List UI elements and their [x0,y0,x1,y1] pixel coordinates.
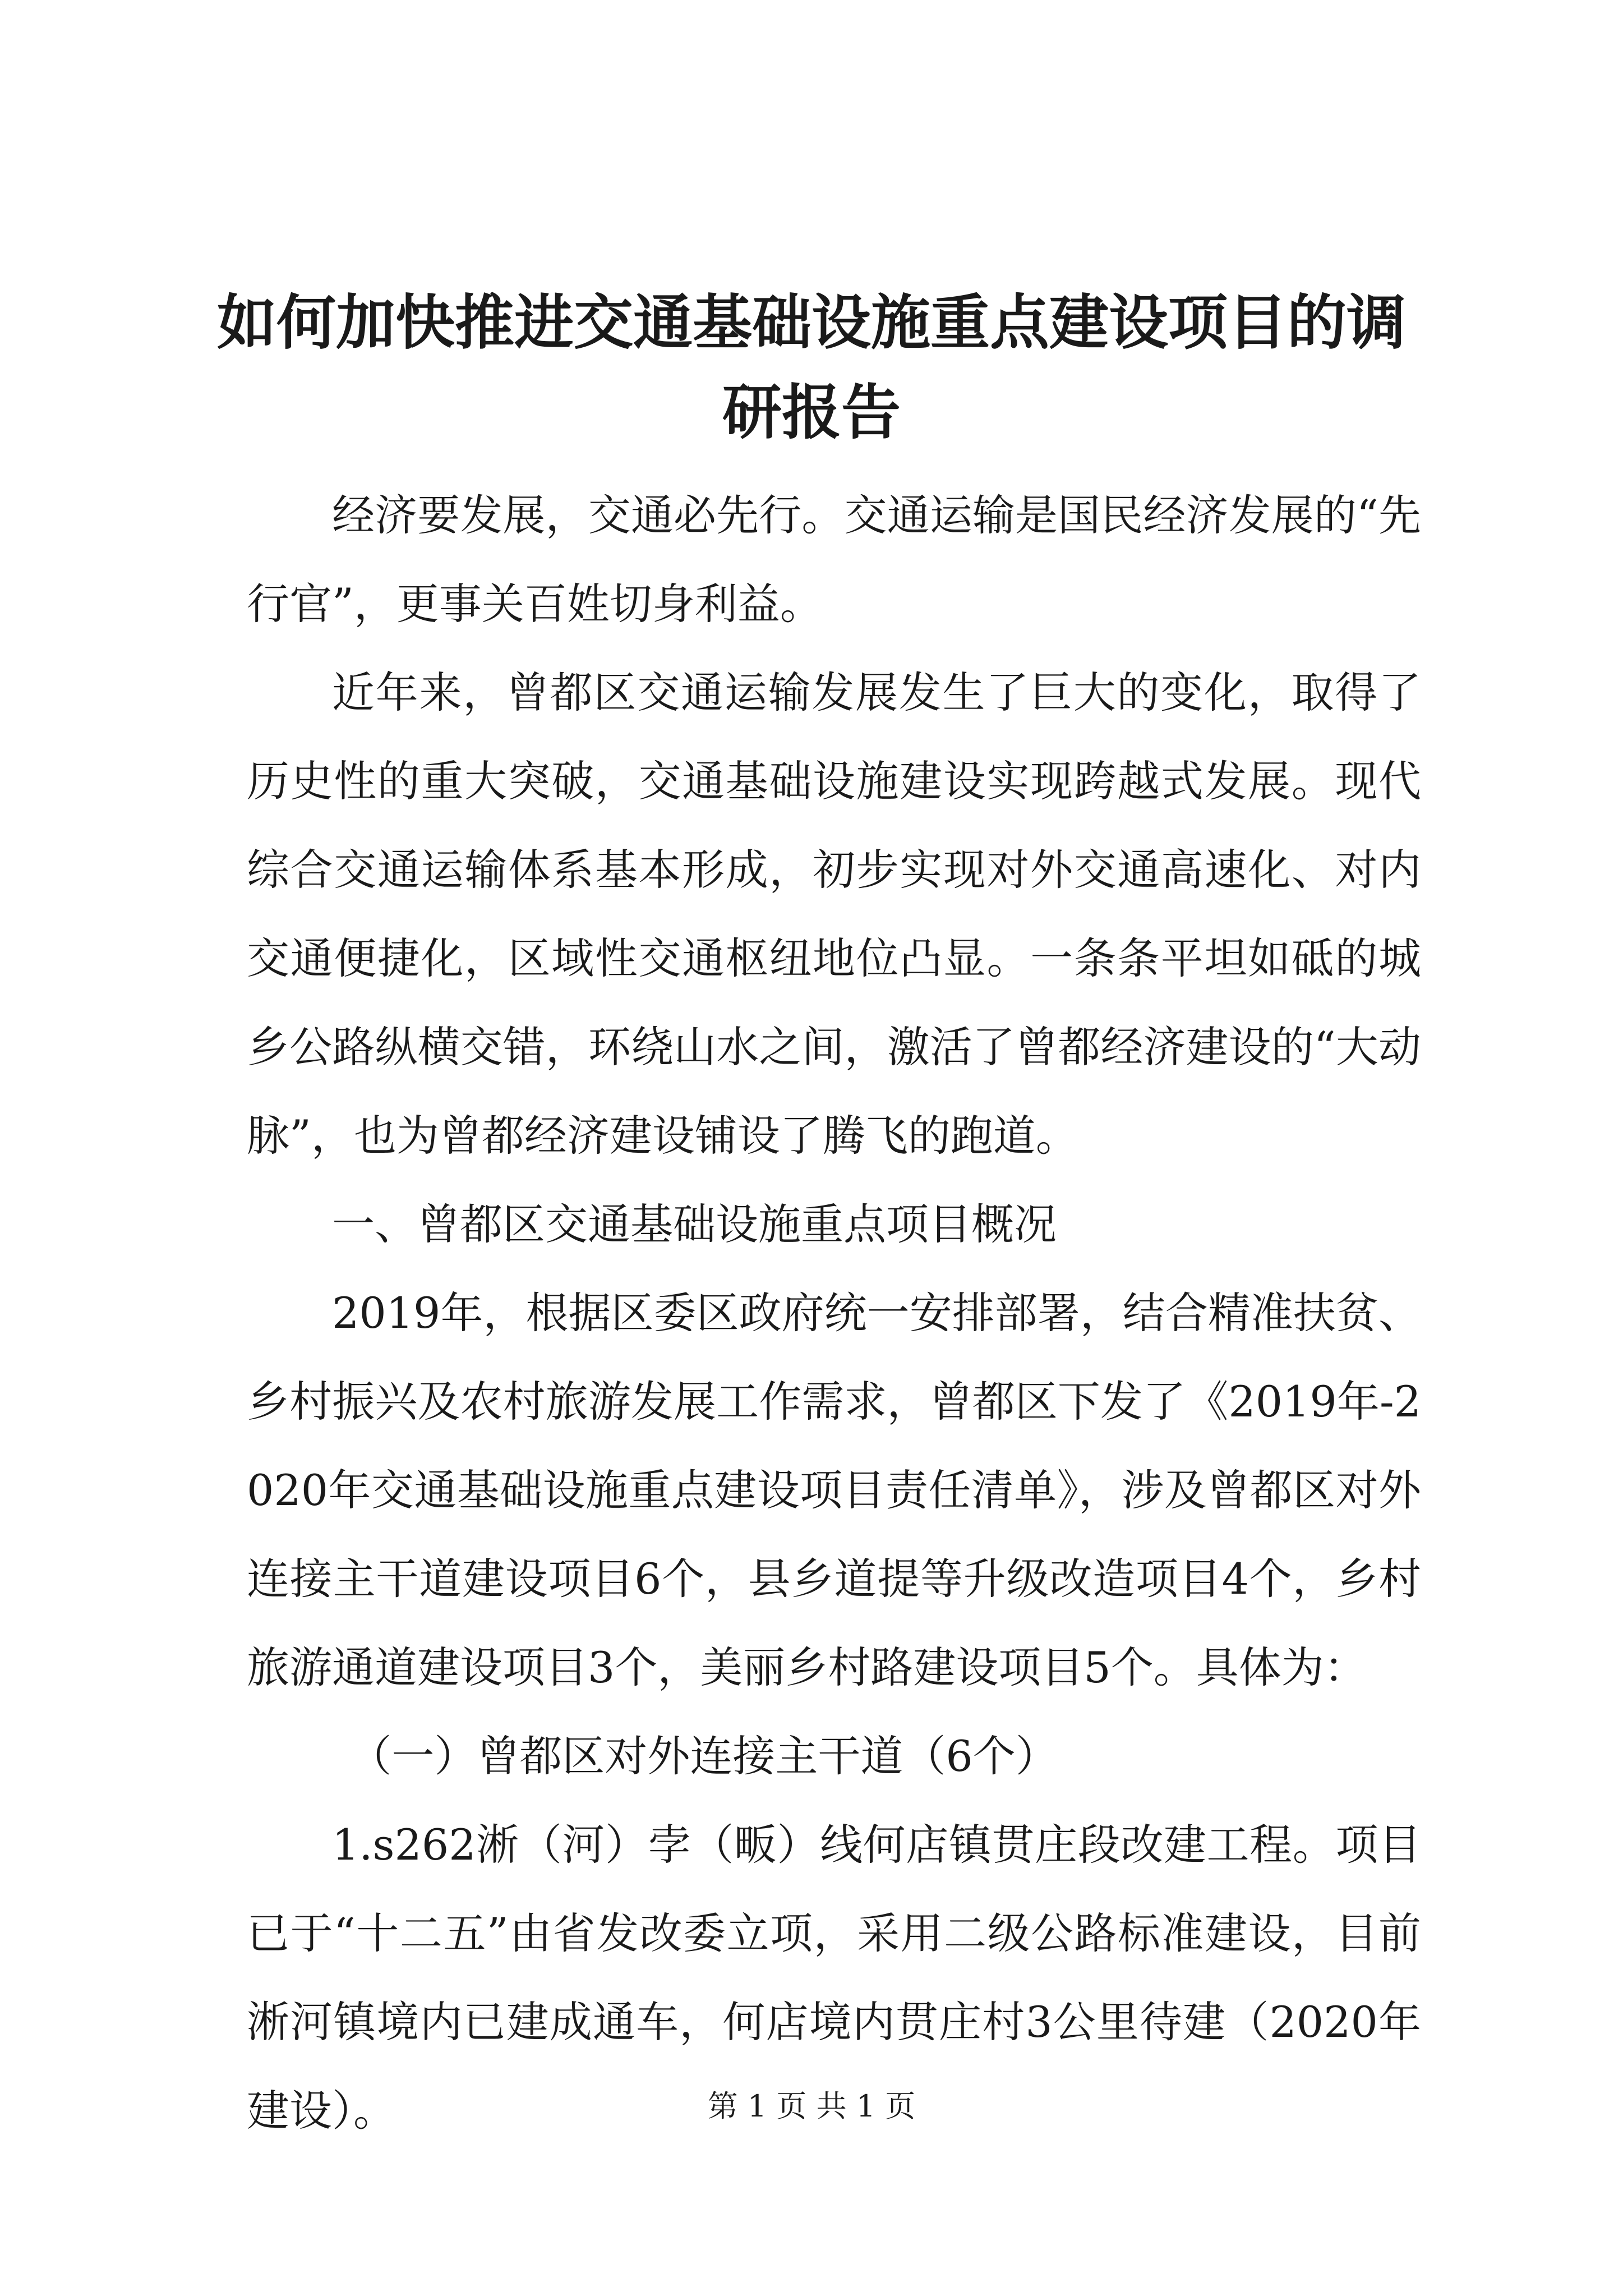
page-footer: 第 1 页 共 1 页 [707,2088,916,2124]
section-heading-overview: 一、曾都区交通基础设施重点项目概况 [332,1199,1057,1249]
subsection-heading-main-roads: （一）曾都区对外连接主干道（6个） [349,1731,1058,1781]
paragraph-projects-2019: 2019年，根据区委区政府统一安排部署，结合精准扶贫、乡村振兴及农村旅游发展工作需求，曾都区下发了《2019年-2020年交通基础设施重点建设项目责任清单》，涉及曾都区对外连接主干道建设项目6个，县乡道提等升级改造项目4个，乡村旅游通道建设项目3个，美丽乡村路建设项目5个。具体为： [247,1288,1421,1692]
document-body [247,471,1421,2155]
document-title: 如何加快推进交通基础设施重点建设项目的调研报告 [217,287,1406,447]
paragraph-intro: 经济要发展，交通必先行。交通运输是国民经济发展的“先行官”，更事关百姓切身利益。 [247,490,1421,629]
paragraph-development: 近年来，曾都区交通运输发展发生了巨大的变化，取得了历史性的重大突破，交通基础设施建设实现跨越式发展。现代综合交通运输体系基本形成，初步实现对外交通高速化、对内交通便捷化，区域性交通枢纽地位凸显。一条条平坦如砥的城乡公路纵横交错，环绕山水之间，激活了曾都经济建设的“大动脉”，也为曾都经济建设铺设了腾飞的跑道。 [247,668,1421,1161]
paragraph-item-1: 1.s262淅（河）孛（畈）线何店镇贯庄段改建工程。项目已于“十二五”由省发改委立项，采用二级公路标准建设，目前淅河镇境内已建成通车，何店境内贯庄村3公里待建（2020年建设）。 [247,1820,1421,2136]
